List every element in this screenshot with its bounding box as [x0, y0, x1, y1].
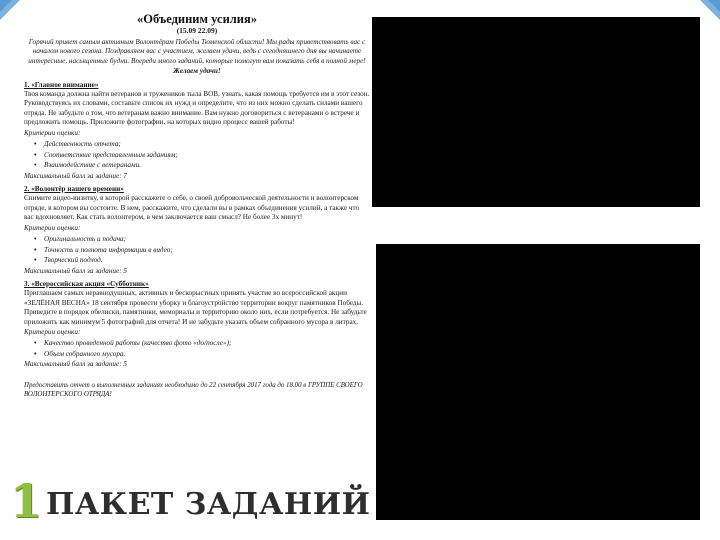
- criteria-item: • Точность и полнота информации в видео;: [44, 245, 370, 256]
- criteria-label: Критерии оценки:: [24, 327, 81, 336]
- criteria-item: • Творческий подход.: [44, 255, 370, 266]
- task-description: Снимите видео-визитку, в которой расскажете о себе, о своей добровольческой деятельности и волонтерском отряде, в котором вы состоите. В нем, расскажите, что сделали вы в рамках объединения усилий, а также что вас вдохновляет. Как стать волонтером, в чем заключается ваш смысл? Не более 3х минут!: [24, 194, 360, 222]
- slide-banner: [10, 474, 371, 528]
- criteria-list: [24, 338, 370, 359]
- document-intro: Горячий привет самым активным Волонтёрам Победы Тюменской области! Мы рады приветствовать вас с началом нового сезона. Поздравляем вас с участием, желаем удачи, ведь с сегодняшнего дня вы начинаете интересные, насыщенные будни. Впереди много заданий, которые помогут вам показать себя в полной мере!: [28, 38, 366, 65]
- task-document: [24, 12, 370, 478]
- task-description: Твоя команда должна найти ветеранов и тружеников тыла ВОВ, узнать, какая помощь требуется им в этот сезон. Руководствуясь их словами, составьте список их нужд и определите, что из них можно сделать силами вашего отряда. Не забудьте о том, что ветеранам важно внимание. Вам нужно договориться с ветеранами о встрече и предложить помощь. Приложите фотографии, на которых видно процесс вашей работы!: [24, 90, 370, 127]
- criteria-list: [24, 234, 370, 266]
- banner-title: ПАКЕТ ЗАДАНИЙ: [46, 487, 371, 522]
- criteria-item: • Соответствие представленным заданиям;: [44, 150, 370, 161]
- task-block: [24, 280, 370, 370]
- document-title: «Объединим усилия»: [137, 12, 257, 26]
- criteria-label: Критерии оценки:: [24, 128, 81, 137]
- task-heading: 2. «Волонтёр нашего времени»: [24, 184, 124, 193]
- redacted-image-top: [372, 17, 700, 207]
- task-description: Приглашаем самых неравнодушных, активных и бескорыстных принять участие во всероссийской акции «ЗЕЛЁНАЯ ВЕСНА» 18 сентября провести уборку и благоустройство территории вокруг памятников Победы. Приведите в порядок обелиски, памятники, мемориалы и территорию около них, если потребуется. Не забудьте приложить как минимум 5 фотографий для отчета! И не забудьте указать объем собранного мусора в литрах.: [24, 289, 367, 326]
- criteria-item: • Действенность отчета;: [44, 139, 370, 150]
- task-block: [24, 81, 370, 181]
- max-score: Максимальный балл за задание: 5: [24, 360, 127, 369]
- max-score: Максимальный балл за задание: 7: [24, 171, 127, 180]
- max-score: Максимальный балл за задание: 5: [24, 266, 127, 275]
- task-block: [24, 185, 370, 276]
- criteria-item: • Объем собранного мусора.: [44, 349, 370, 360]
- banner-number: 1: [10, 474, 43, 528]
- task-heading: 1. «Главное внимание»: [24, 80, 99, 89]
- criteria-label: Критерии оценки:: [24, 223, 81, 232]
- criteria-item: • Качество проведенной работы (качество фото «до/после»);: [44, 338, 370, 349]
- document-dates: (15.09 22.09): [176, 26, 218, 35]
- redacted-image-bottom: [376, 244, 700, 520]
- task-heading: 3. «Всероссийская акция «Субботник»: [24, 279, 149, 288]
- deadline-note: Предоставить отчет о выполненных заданиях необходимо до 22 сентября 2017 года до 18.00 в ГРУППЕ СВОЕГО ВОЛОНТЕРСКОГО ОТРЯДА!: [24, 381, 363, 398]
- document-motto: Желаем удачи!: [173, 67, 221, 76]
- criteria-item: • Оригинальность и подача;: [44, 234, 370, 245]
- criteria-list: [24, 139, 370, 171]
- criteria-item: • Взаимодействие с ветеранами.: [44, 160, 370, 171]
